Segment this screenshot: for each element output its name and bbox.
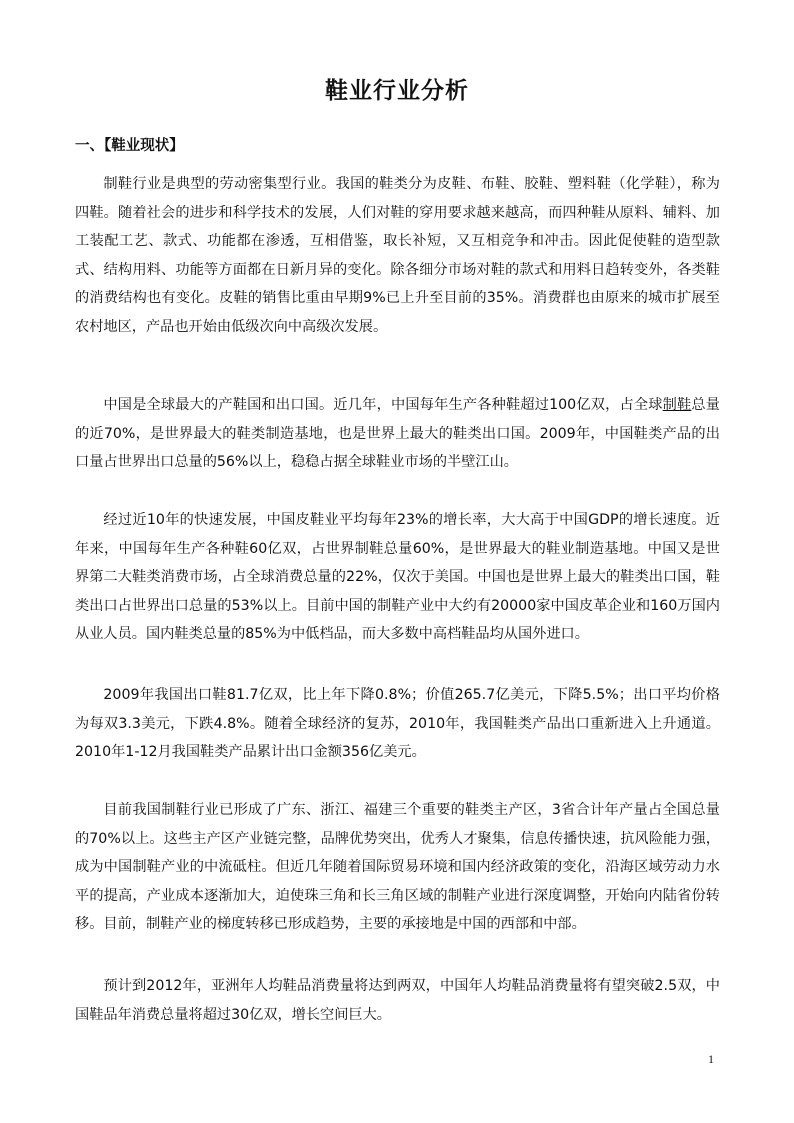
page-number: 1: [708, 1052, 714, 1066]
section-heading: 一、【鞋业现状】: [75, 138, 184, 154]
underlined-link-text: 制鞋: [662, 397, 692, 413]
document-title: 鞋业行业分析: [325, 78, 469, 104]
paragraph-2-text-after: 总量的近70%，是世界最大的鞋类制造基地，也是世界上最大的鞋类出口国。2009年，中国鞋类产品的出口量占世界出口总量的56%以上，稳稳占据全球鞋业市场的半壁江山。: [75, 397, 720, 470]
paragraph-2: [75, 391, 720, 477]
paragraph-6: 预计到2012年，亚洲年人均鞋品消费量将达到两双，中国年人均鞋品消费量将有望突破2.5双，中国鞋品年消费总量将超过30亿双，增长空间巨大。: [75, 978, 720, 1023]
paragraph-4: 2009年我国出口鞋81.7亿双，比上年下降0.8%；价值265.7亿美元，下降5.5%；出口平均价格为每双3.3美元，下跌4.8%。随着全球经济的复苏，2010年，我国鞋类产品出口重新进入上升通道。2010年1-12月我国鞋类产品累计出口金额356亿美元。: [75, 687, 720, 760]
paragraph-3: 经过近10年的快速发展，中国皮鞋业平均每年23%的增长率，大大高于中国GDP的增长速度。近年来，中国每年生产各种鞋60亿双，占世界制鞋总量60%，是世界最大的鞋业制造基地。中国又是世界第二大鞋类消费市场，占全球消费总量的22%，仅次于美国。中国也是世界上最大的鞋类出口国，鞋类出口占世界出口总量的53%以上。目前中国的制鞋产业中大约有20000家中国皮革企业和160万国内从业人员。国内鞋类总量的85%为中低档品，而大多数中高档鞋品均从国外进口。: [75, 512, 720, 642]
paragraph-2-text-before: 中国是全球最大的产鞋国和出口国。近几年，中国每年生产各种鞋超过100亿双，占全球: [103, 397, 663, 413]
paragraph-5: 目前我国制鞋行业已形成了广东、浙江、福建三个重要的鞋类主产区，3省合计年产量占全国总量的70%以上。这些主产区产业链完整，品牌优势突出，优秀人才聚集，信息传播快速，抗风险能力强，成为中国制鞋产业的中流砥柱。但近几年随着国际贸易环境和国内经济政策的变化，沿海区域劳动力水平的提高，产业成本逐渐加大，迫使珠三角和长三角区域的制鞋产业进行深度调整，开始向内陆省份转移。目前，制鞋产业的梯度转移已形成趋势，主要的承接地是中国的西部和中部。: [75, 802, 720, 932]
paragraph-1: 制鞋行业是典型的劳动密集型行业。我国的鞋类分为皮鞋、布鞋、胶鞋、塑料鞋（化学鞋），称为四鞋。随着社会的进步和科学技术的发展，人们对鞋的穿用要求越来越高，而四种鞋从原料、辅料、加工装配工艺、款式、功能都在渗透，互相借鉴，取长补短，又互相竞争和冲击。因此促使鞋的造型款式、结构用料、功能等方面都在日新月异的变化。除各细分市场对鞋的款式和用料日趋转变外，各类鞋的消费结构也有变化。皮鞋的销售比重由早期9%已上升至目前的35%。消费群也由原来的城市扩展至农村地区，产品也开始由低级次向中高级次发展。: [75, 176, 720, 335]
